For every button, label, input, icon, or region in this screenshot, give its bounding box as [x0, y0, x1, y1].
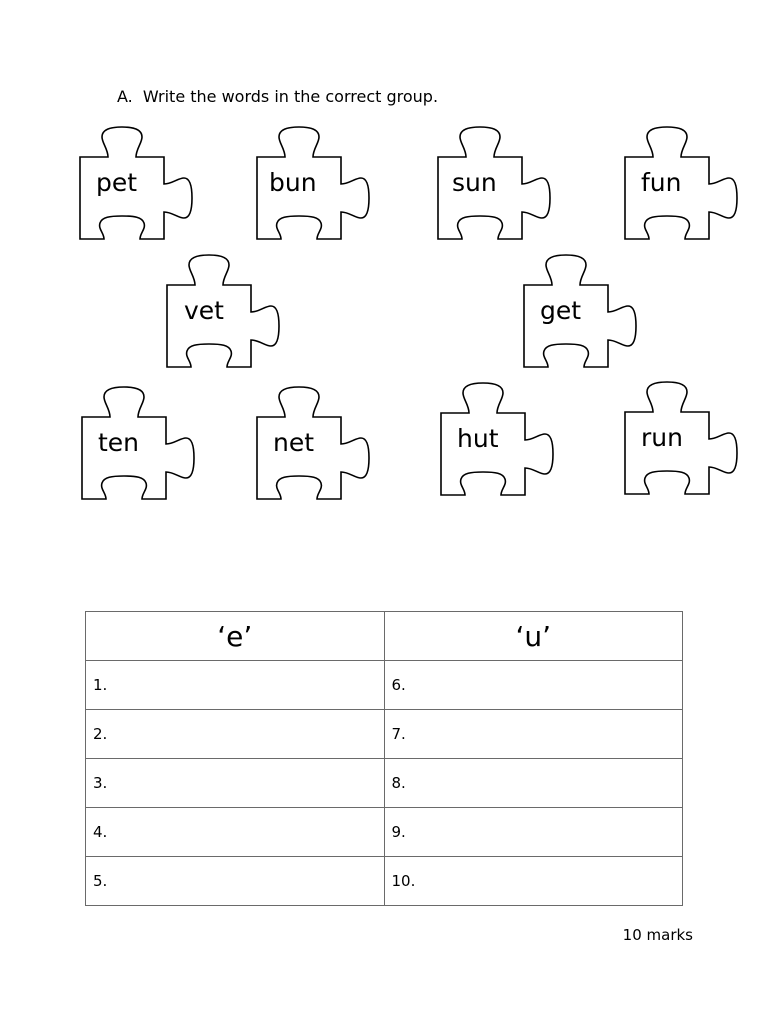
- marks-label: 10 marks: [622, 926, 693, 944]
- word-run: run: [641, 423, 683, 452]
- word-fun: fun: [641, 168, 682, 197]
- answer-cell[interactable]: 5.: [86, 857, 385, 906]
- instruction-label: A.: [117, 87, 133, 106]
- answer-cell[interactable]: 3.: [86, 759, 385, 808]
- answer-cell[interactable]: 9.: [384, 808, 683, 857]
- puzzle-piece-vet: [167, 255, 279, 367]
- word-vet: vet: [184, 296, 224, 325]
- puzzle-piece-sun: [438, 127, 550, 239]
- answer-cell[interactable]: 1.: [86, 661, 385, 710]
- table-header-row: [86, 612, 683, 661]
- answer-cell[interactable]: 8.: [384, 759, 683, 808]
- word-pet: pet: [96, 168, 138, 197]
- answer-cell[interactable]: 6.: [384, 661, 683, 710]
- puzzle-piece-net: [257, 387, 369, 499]
- column-header-u: ‘u’: [384, 612, 683, 661]
- word-net: net: [273, 428, 315, 457]
- instruction-text: Write the words in the correct group.: [142, 87, 439, 106]
- word-bun: bun: [269, 168, 317, 197]
- table-row: [86, 661, 683, 710]
- answer-cell[interactable]: 7.: [384, 710, 683, 759]
- puzzle-piece-ten: [82, 387, 194, 499]
- puzzle-piece-hut: [441, 383, 553, 495]
- answer-cell[interactable]: 2.: [86, 710, 385, 759]
- puzzle-piece-run: [625, 382, 737, 494]
- table-row: [86, 857, 683, 906]
- table-row: [86, 710, 683, 759]
- word-groups-table: [85, 611, 683, 906]
- puzzle-piece-bun: [257, 127, 369, 239]
- word-sun: sun: [452, 168, 497, 197]
- column-header-e: ‘e’: [86, 612, 385, 661]
- puzzle-piece-get: [524, 255, 636, 367]
- word-get: get: [540, 296, 582, 325]
- puzzle-piece-pet: [80, 127, 192, 239]
- table-row: [86, 808, 683, 857]
- word-hut: hut: [457, 424, 499, 453]
- answer-cell[interactable]: 10.: [384, 857, 683, 906]
- word-ten: ten: [98, 428, 140, 457]
- table-row: [86, 759, 683, 808]
- puzzle-piece-fun: [625, 127, 737, 239]
- answer-cell[interactable]: 4.: [86, 808, 385, 857]
